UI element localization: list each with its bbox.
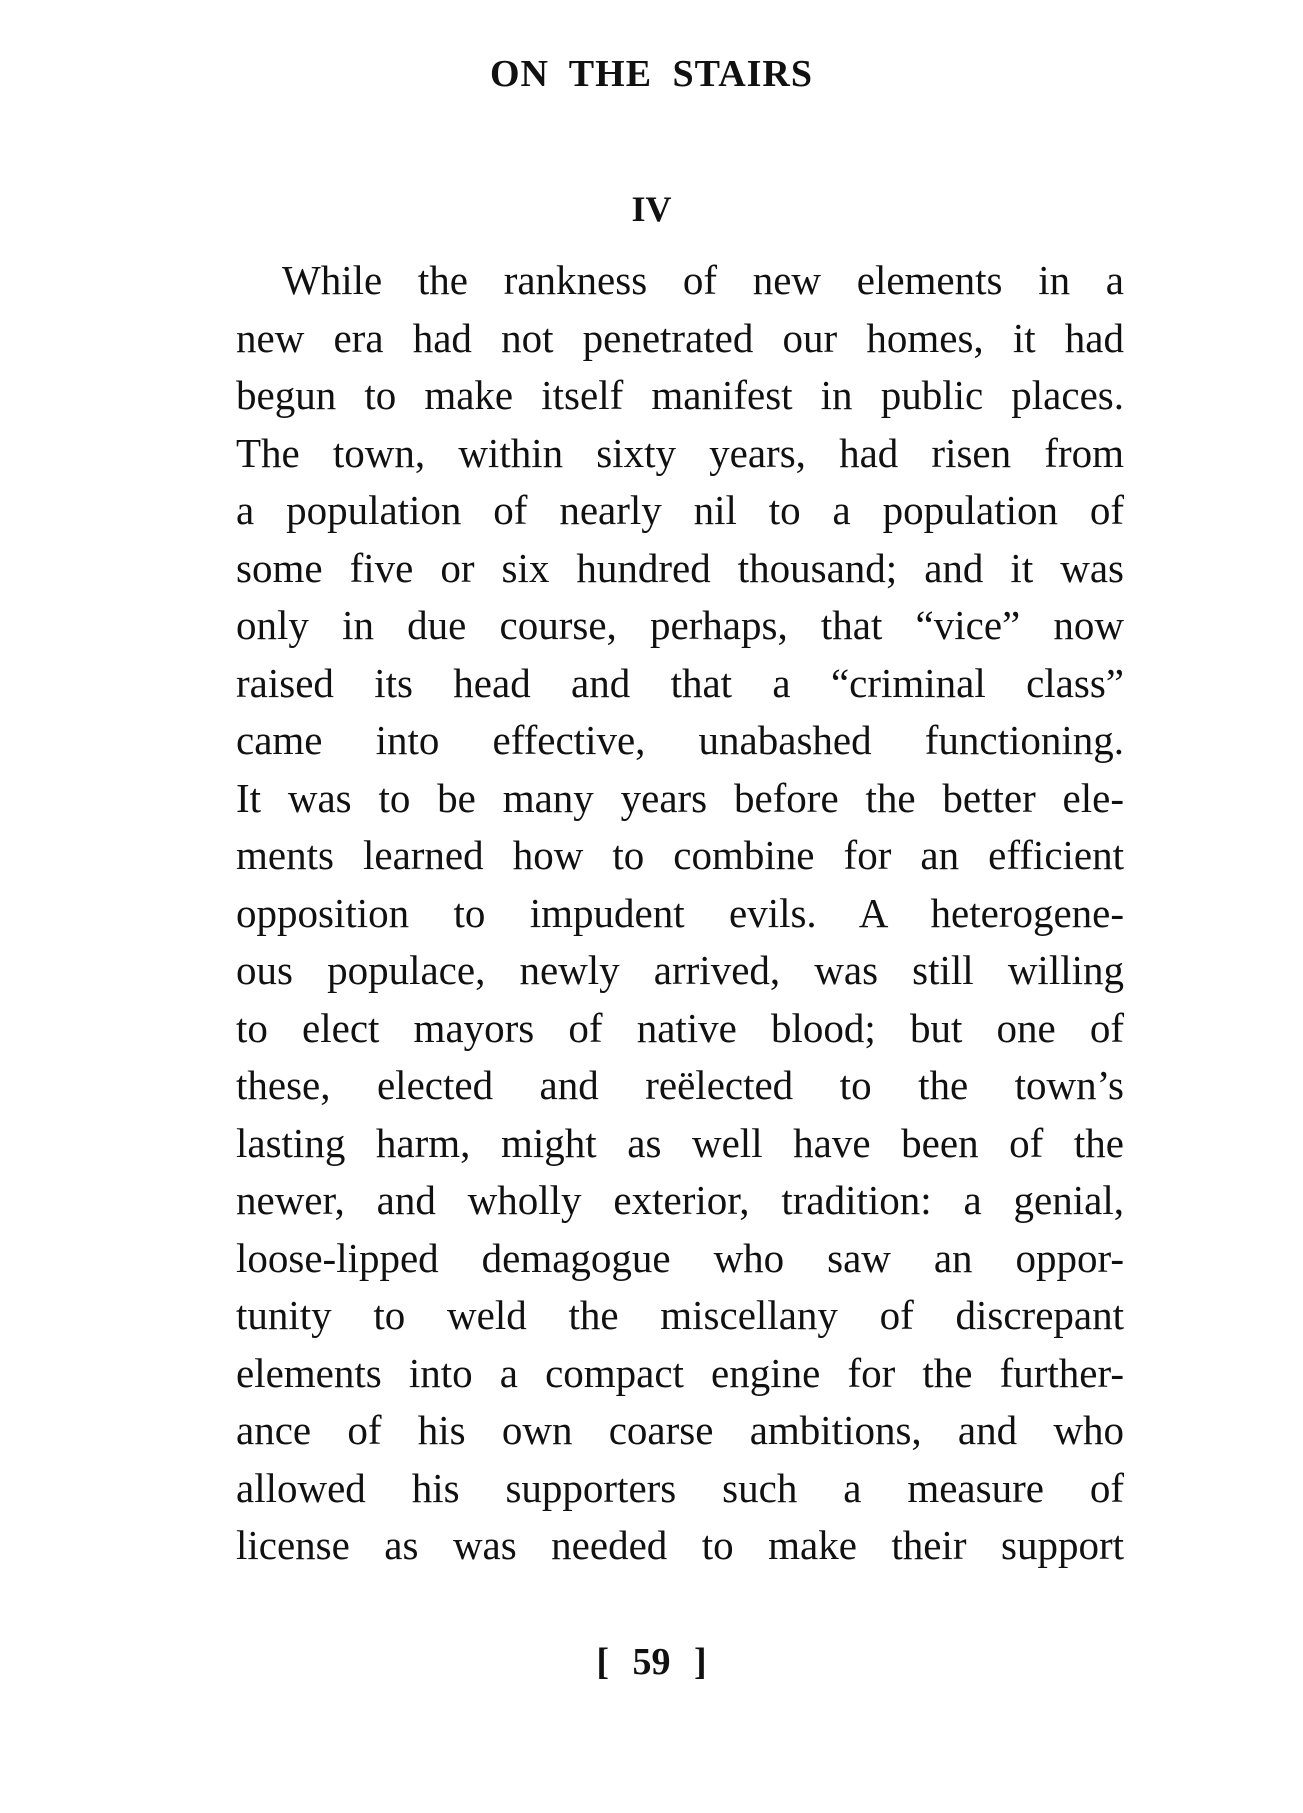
- text-line: lasting harm, might as well have been of the: [236, 1119, 1124, 1166]
- page-number: [ 59 ]: [596, 1641, 707, 1683]
- body-text: [236, 252, 1124, 1575]
- text-line: opposition to impudent evils. A heterogene-: [236, 889, 1124, 936]
- text-line: loose-lipped demagogue who saw an oppor-: [236, 1234, 1124, 1281]
- text-line: ments learned how to combine for an efficient: [236, 832, 1124, 878]
- text-line: these, elected and reëlected to the town’s: [236, 1062, 1124, 1108]
- text-line: tunity to weld the miscellany of discrepant: [236, 1292, 1124, 1338]
- text-line: ous populace, newly arrived, was still willing: [236, 947, 1124, 993]
- text-line: came into effective, unabashed functioning.: [236, 717, 1124, 763]
- text-line: ance of his own coarse ambitions, and who: [236, 1407, 1124, 1453]
- text-line: to elect mayors of native blood; but one of: [236, 1004, 1124, 1051]
- text-line: The town, within sixty years, had risen from: [236, 429, 1124, 476]
- text-line: license as was needed to make their support: [236, 1522, 1124, 1568]
- running-head: ON THE STAIRS: [489, 53, 814, 95]
- text-line: new era had not penetrated our homes, it had: [236, 314, 1124, 361]
- text-line: allowed his supporters such a measure of: [236, 1464, 1124, 1511]
- chapter-number: IV: [631, 189, 672, 229]
- text-line: newer, and wholly exterior, tradition: a genial,: [236, 1177, 1124, 1223]
- text-line: begun to make itself manifest in public places.: [236, 372, 1124, 418]
- text-line: some five or six hundred thousand; and it was: [236, 544, 1124, 591]
- text-line: While the rankness of new elements in a: [282, 257, 1124, 303]
- text-line: elements into a compact engine for the further-: [236, 1349, 1124, 1396]
- text-line: raised its head and that a “criminal class”: [236, 659, 1124, 706]
- text-line: It was to be many years before the better ele-: [236, 774, 1124, 821]
- text-line: a population of nearly nil to a population of: [236, 487, 1124, 533]
- text-line: only in due course, perhaps, that “vice” now: [236, 602, 1124, 648]
